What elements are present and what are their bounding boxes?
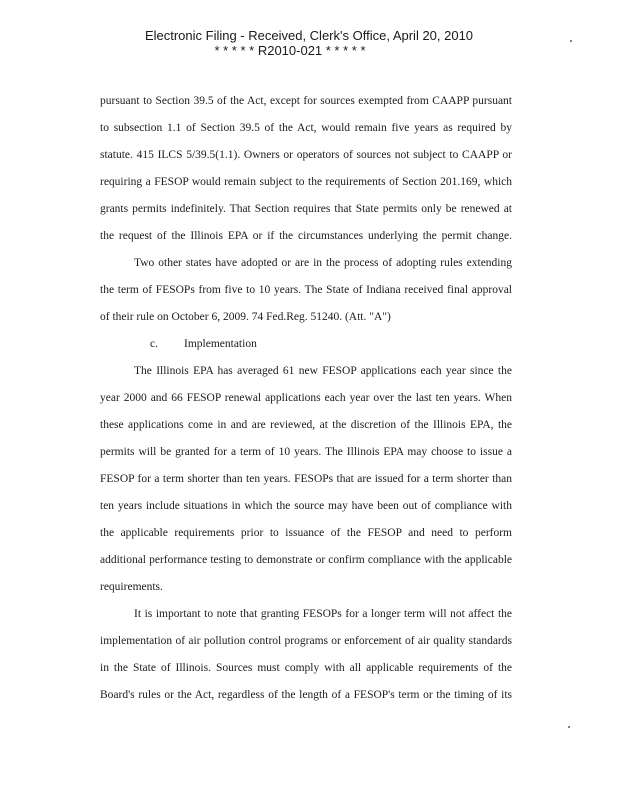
text-line: of their rule on October 6, 2009. 74 Fed.Reg. 51240. (Att. "A") <box>100 311 391 323</box>
filing-stamp-line: Electronic Filing - Received, Clerk's Office, April 20, 2010 <box>144 28 474 43</box>
scan-speck <box>570 40 572 42</box>
text-line: to subsection 1.1 of Section 39.5 of the Act, would remain five years as required by <box>100 122 512 134</box>
text-line: the term of FESOPs from five to 10 years. The State of Indiana received final approval <box>100 284 512 296</box>
text-line: Two other states have adopted or are in the process of adopting rules extending <box>134 257 512 269</box>
text-line: grants permits indefinitely. That Section requires that State permits only be renewed at <box>100 203 512 215</box>
text-line: pursuant to Section 39.5 of the Act, except for sources exempted from CAAPP pursuant <box>100 95 512 107</box>
text-line: year 2000 and 66 FESOP renewal applications each year over the last ten years. When <box>100 392 512 404</box>
text-line: the applicable requirements prior to issuance of the FESOP and need to perform <box>100 527 512 539</box>
text-line: Board's rules or the Act, regardless of the length of a FESOP's term or the timing of its <box>100 689 512 701</box>
filing-header <box>0 28 618 58</box>
section-letter: c. <box>150 338 158 350</box>
text-line: ten years include situations in which the source may have been out of compliance with <box>100 500 512 512</box>
text-line: It is important to note that granting FESOPs for a longer term will not affect the <box>134 608 512 620</box>
text-line: statute. 415 ILCS 5/39.5(1.1). Owners or operators of sources not subject to CAAPP or <box>100 149 512 161</box>
text-line: implementation of air pollution control programs or enforcement of air quality standards <box>100 635 512 647</box>
text-line: permits will be granted for a term of 10 years. The Illinois EPA may choose to issue a <box>100 446 512 458</box>
docket-number-line: * * * * * R2010-021 * * * * * <box>214 43 366 58</box>
text-line: the request of the Illinois EPA or if the circumstances underlying the permit change. <box>100 230 512 242</box>
text-line: The Illinois EPA has averaged 61 new FESOP applications each year since the <box>134 365 512 377</box>
text-line: in the State of Illinois. Sources must comply with all applicable requirements of the <box>100 662 512 674</box>
text-line: requirements. <box>100 581 163 593</box>
scan-speck <box>568 726 570 728</box>
text-line: these applications come in and are reviewed, at the discretion of the Illinois EPA, the <box>100 419 512 431</box>
text-line: additional performance testing to demonstrate or confirm compliance with the applicable <box>100 554 512 566</box>
section-heading: Implementation <box>184 338 257 350</box>
text-line: FESOP for a term shorter than ten years. FESOPs that are issued for a term shorter than <box>100 473 512 485</box>
text-line: requiring a FESOP would remain subject to the requirements of Section 201.169, which <box>100 176 512 188</box>
